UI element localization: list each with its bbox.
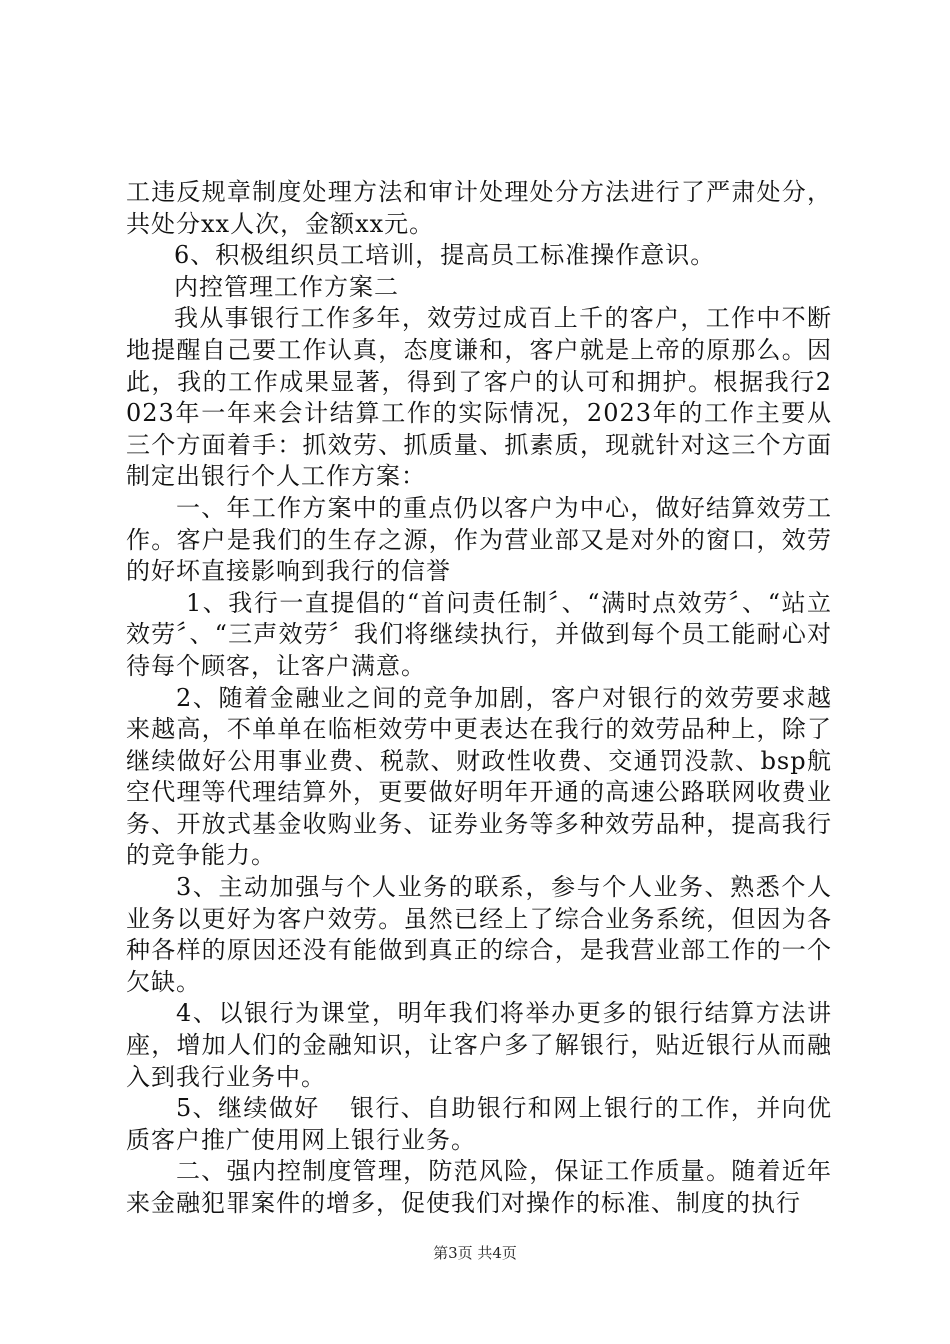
page-footer: 第3页 共4页 — [433, 1244, 517, 1262]
paragraph-continued: 工违反规章制度处理方法和审计处理处分方法进行了严肃处分，共处分xx人次，金额xx元。 — [126, 178, 832, 238]
paragraph-intro: 我从事银行工作多年，效劳过成百上千的客户，工作中不断地提醒自己要工作认真，态度谦和，客户就是上帝的原那么。因此，我的工作成果显著，得到了客户的认可和拥护。根据我行2023年一年来会计结算工作的实际情况，2023年的工作主要从三个方面着手：抓效劳、抓质量、抓素质，现就针对这三个方面制定出银行个人工作方案： — [126, 304, 832, 491]
paragraph-item-2: 2、随着金融业之间的竞争加剧，客户对银行的效劳要求越来越高，不单单在临柜效劳中更表达在我行的效劳品种上，除了继续做好公用事业费、税款、财政性收费、交通罚没款、bsp航空代理等代理结算外，更要做好明年开通的高速公路联网收费业务、开放式基金收购业务、证券业务等多种效劳品种，提高我行的竞争能力。 — [126, 683, 832, 870]
paragraph-item-5 — [126, 1093, 832, 1156]
paragraph-item-1: 1、我行一直提倡的“首问责任制〞、“满时点效劳〞、“站立效劳〞、“三声效劳〞我们将继续执行，并做到每个员工能耐心对待每个顾客，让客户满意。 — [126, 588, 832, 680]
item-5-rest: 银行、自助银行和网上银行的工作，并向优质客户推广使用网上银行业务。 — [126, 1094, 832, 1154]
section-heading: 内控管理工作方案二 — [174, 272, 399, 301]
paragraph-item-3: 3、主动加强与个人业务的联系，参与个人业务、熟悉个人业务以更好为客户效劳。虽然已经上了综合业务系统，但因为各种各样的原因还没有能做到真正的综合，是我营业部工作的一个欠缺。 — [126, 873, 832, 996]
paragraph-section-one: 一、年工作方案中的重点仍以客户为中心，做好结算效劳工作。客户是我们的生存之源，作为营业部又是对外的窗口，效劳的好坏直接影响到我行的信誉 — [126, 493, 832, 586]
paragraph-item-4: 4、以银行为课堂，明年我们将举办更多的银行结算方法讲座，增加人们的金融知识，让客户多了解银行，贴近银行从而融入到我行业务中。 — [126, 999, 832, 1091]
item-5-lead: 5、继续做好 — [176, 1094, 320, 1123]
paragraph-item-6: 6、积极组织员工培训，提高员工标准操作意识。 — [174, 241, 716, 270]
document-body — [126, 177, 832, 1220]
paragraph-section-two: 二、强内控制度管理，防范风险，保证工作质量。随着近年来金融犯罪案件的增多，促使我们对操作的标准、制度的执行 — [126, 1157, 832, 1217]
